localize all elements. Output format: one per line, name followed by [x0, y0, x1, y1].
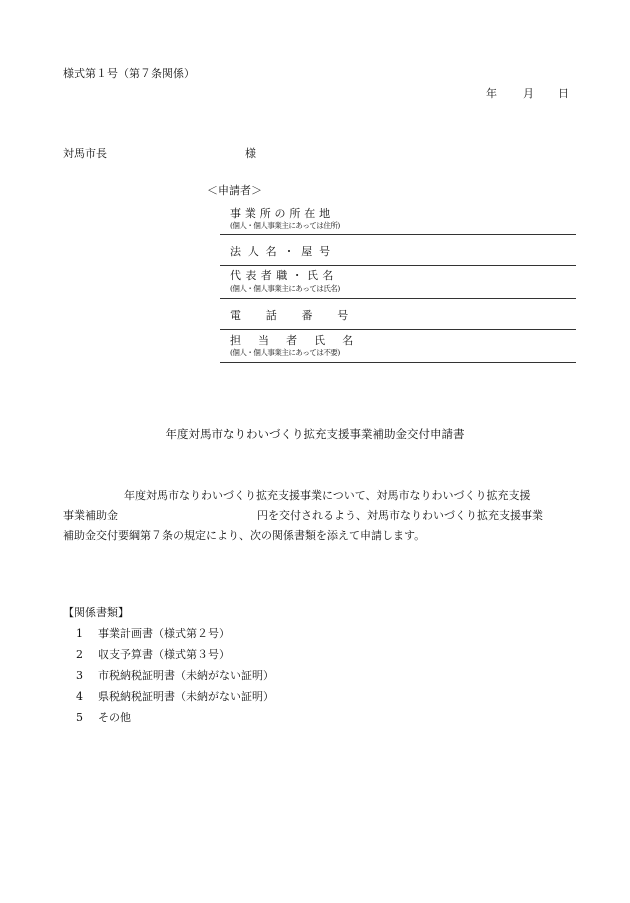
- applicant-label: ＜申請者＞: [207, 184, 262, 197]
- field-label: 代表者職・氏名: [230, 269, 338, 282]
- addressee-suffix: 様: [245, 147, 256, 160]
- list-item: [76, 649, 274, 670]
- field-representative[interactable]: [220, 266, 576, 299]
- date-month-label: 月: [523, 87, 534, 100]
- form-number: 様式第１号（第７条関係）: [63, 67, 195, 80]
- item-number: 2: [76, 648, 83, 661]
- body-line-2b-text: 円を交付されるよう、対馬市なりわいづくり拡充支援事業: [257, 509, 543, 522]
- body-line-1: [63, 486, 578, 506]
- list-item: [76, 628, 274, 649]
- item-number: 4: [76, 690, 83, 703]
- field-label: 事業所の所在地: [230, 207, 334, 220]
- item-text: 市税納税証明書（未納がない証明）: [98, 669, 274, 682]
- item-text: 事業計画書（様式第２号）: [98, 627, 230, 640]
- item-text: その他: [98, 711, 131, 724]
- date-day-label: 日: [558, 87, 569, 100]
- field-business-address[interactable]: [220, 203, 576, 235]
- field-note: (個人・個人事業主にあっては不要): [230, 348, 340, 357]
- document-title: 年度対馬市なりわいづくり拡充支援事業補助金交付申請書: [165, 427, 465, 441]
- body-line-2a-text: 事業補助金: [63, 509, 118, 522]
- field-label: 担当者氏名: [230, 334, 371, 347]
- list-item: [76, 670, 274, 691]
- related-docs-list: [76, 628, 274, 733]
- field-phone-number[interactable]: [220, 299, 576, 330]
- field-label: 法人名・屋号: [230, 245, 337, 258]
- field-note: (個人・個人事業主にあっては氏名): [230, 284, 340, 293]
- field-note: (個人・個人事業主にあっては住所): [230, 221, 340, 230]
- date-year-label: 年: [486, 87, 497, 100]
- item-text: 収支予算書（様式第３号）: [98, 648, 230, 661]
- addressee: 対馬市長: [63, 147, 107, 160]
- item-number: 5: [76, 711, 83, 724]
- list-item: [76, 691, 274, 712]
- body-line-1-text: 年度対馬市なりわいづくり拡充支援事業について、対馬市なりわいづくり拡充支援: [124, 489, 531, 502]
- related-docs-heading: 【関係書類】: [63, 606, 129, 619]
- field-label: 電話番号: [230, 309, 373, 322]
- application-body: [63, 486, 578, 546]
- field-contact-person[interactable]: [220, 330, 576, 363]
- body-line-2: [63, 506, 578, 526]
- field-company-name[interactable]: [220, 235, 576, 266]
- item-text: 県税納税証明書（未納がない証明）: [98, 690, 274, 703]
- list-item: [76, 712, 274, 733]
- item-number: 1: [76, 627, 83, 640]
- item-number: 3: [76, 669, 83, 682]
- body-line-3: 補助金交付要綱第７条の規定により、次の関係書類を添えて申請します。: [63, 529, 426, 542]
